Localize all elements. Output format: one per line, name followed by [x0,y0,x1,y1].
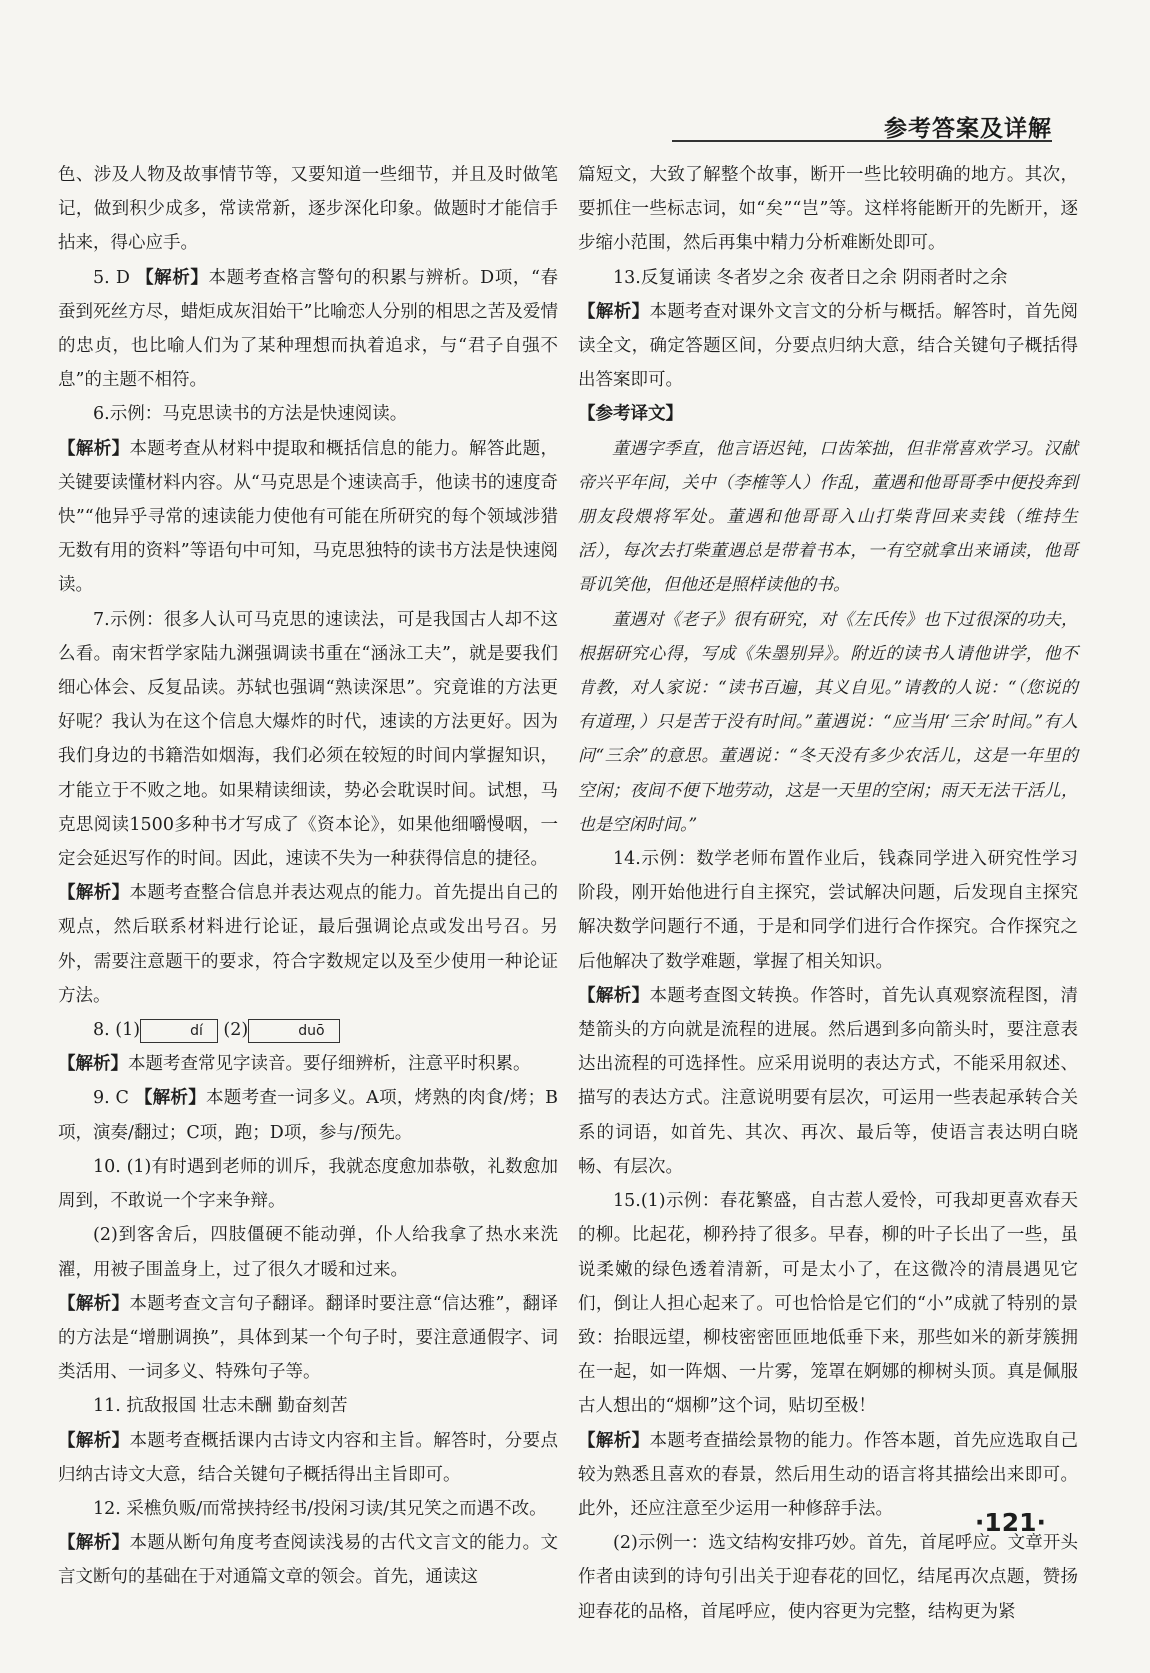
page-number: ·121· [974,1508,1046,1537]
q5-head: 5. D [93,267,137,288]
q8-expl: 本题考查常见字读音。要仔细辨析，注意平时积累。 [128,1054,531,1075]
q9-text: 本题考查一词多义。A项，烤熟的肉食/烤；B项，演奏/翻过；C项，跑；D项，参与/预先。 [58,1088,558,1143]
q13-answer: 13.反复诵读 冬者岁之余 夜者日之余 阴雨者时之余 [613,267,1008,288]
q14-answer: 14.示例：数学老师布置作业后，钱森同学进入研究性学习阶段，刚开始他进行自主探究，尝试解决问题，后发现自主探究解决数学问题行不通，于是和同学们进行合作探究。合作探究之后他解决了数学难题，掌握了相关知识。 [578,849,1078,972]
q7-answer: 7.示例：很多人认可马克思的速读法，可是我国古人却不这么看。南宋哲学家陆九渊强调读书重在“涵泳工夫”，就是要我们细心体会、反复品读。苏轼也强调“熟读深思”。究竟谁的方法更好呢？我认为在这个信息大爆炸的时代，速读的方法更好。因为我们身边的书籍浩如烟海，我们必须在较短的时间内掌握知识，才能立于不败之地。如果精读细读，势必会耽误时间。试想，马克思阅读1500多种书才写成了《资本论》，如果他细嚼慢咽，一定会延迟写作的时间。因此，速读不失为一种获得信息的捷径。 [58,609,558,870]
q11-tag: 【解析】 [58,1430,130,1451]
q9-head: 9. C [93,1088,135,1109]
q7-tag: 【解析】 [58,883,130,904]
translation-paragraph-1: 董遇字季直，他言语迟钝，口齿笨拙，但非常喜欢学习。汉献帝兴平年间，关中（李榷等人）作乱，董遇和他哥哥季中便投奔到朋友段煨将军处。董遇和他哥哥入山打柴背回来卖钱（维持生活），每次去打柴董遇总是带着书本，一有空就拿出来诵读，他哥哥讥笑他，但他还是照样读他的书。 [578,438,1078,596]
reference-translation-title: 【参考译文】 [578,404,683,425]
q8-label-1: 8. (1) [93,1020,141,1041]
q14-expl: 本题考查图文转换。作答时，首先认真观察流程图，清楚箭头的方向就是流程的进展。然后遇到多向箭头时，要注意表达出流程的可选择性。应采用说明的表达方式，不能采用叙述、描写的表达方式。注意说明要有层次，可运用一些表起承转合关系的词语，如首先、其次、再次、最后等，使语言表达明白晓畅、有层次。 [578,985,1079,1177]
q11-explanation [58,1424,558,1492]
q13-explanation [578,295,1078,398]
q14-explanation [578,979,1078,1184]
q8-explanation [58,1047,558,1081]
q9-answer [58,1081,558,1149]
q6-expl: 本题考查从材料中提取和概括信息的能力。解答此题，关键要读懂材料内容。从“马克思是个速读高手，他读书的速度奇快”“他异乎寻常的速读能力使他有可能在所研究的每个领域涉猎无数有用的资料”等语句中可知，马克思独特的读书方法是快速阅读。 [58,438,559,596]
header-rule [672,140,1052,142]
q5-answer [58,261,558,398]
left-column [58,158,558,1595]
q6-answer: 6.示例：马克思读书的方法是快速阅读。 [93,404,408,425]
q9-tag: 【解析】 [134,1088,206,1109]
right-column [578,158,1078,1629]
q7-expl: 本题考查整合信息并表达观点的能力。首先提出自己的观点，然后联系材料进行论证，最后强调论点或发出号召。另外，需要注意题干的要求，符合字数规定以及至少使用一种论证方法。 [58,883,559,1006]
q5-text: 本题考查格言警句的积累与辨析。D项，“春蚕到死丝方尽，蜡炬成灰泪始干”比喻恋人分别的相思之苦及爱情的忠贞，也比喻人们为了某种理想而执着追求，与“君子自强不息”的主题不相符。 [58,267,559,391]
q8-answer [58,1013,558,1047]
q10-expl: 本题考查文言句子翻译。翻译时要注意“信达雅”，翻译的方法是“增删调换”，具体到某一个句子时，要注意通假字、词类活用、一词多义、特殊句子等。 [58,1293,558,1383]
q7-explanation [58,876,558,1013]
q12-tag: 【解析】 [58,1533,130,1554]
q5-tag: 【解析】 [136,267,209,288]
q15-answer-2: (2)示例一：选文结构安排巧妙。首先，首尾呼应。文章开头作者由读到的诗句引出关于迎春花的回忆，结尾再次点题，赞扬迎春花的品格，首尾呼应，使内容更为完整，结构更为紧 [578,1533,1078,1622]
translation-paragraph-2: 董遇对《老子》很有研究，对《左氏传》也下过很深的功夫，根据研究心得，写成《朱墨别异》。附近的读书人请他讲学，他不肯教，对人家说：“读书百遍，其义自见。”请教的人说：“（您说的有道理，）只是苦于没有时间。”董遇说：“应当用‘三余’时间。”有人问“三余”的意思。董遇说：“冬天没有多少农活儿，这是一年里的空闲；夜间不便下地劳动，这是一天里的空闲；雨天无法干活儿，也是空闲时间。” [578,609,1078,835]
q11-answer: 11. 抗敌报国 壮志未酬 勤奋刻苦 [93,1396,348,1417]
q10-tag: 【解析】 [58,1293,130,1314]
q6-explanation [58,432,558,603]
q12-answer: 12. 采樵负贩/而常挟持经书/投闲习读/其兄笑之而遇不改。 [93,1498,547,1519]
q12-explanation [58,1526,558,1594]
q13-expl: 本题考查对课外文言文的分析与概括。解答时，首先阅读全文，确定答题区间，分要点归纳大意，结合关键句子概括得出答案即可。 [578,301,1079,391]
q10-explanation [58,1287,558,1390]
q10-answer-1: 10. (1)有时遇到老师的训斥，我就态度愈加恭敬，礼数愈加周到，不敢说一个字来争辩。 [58,1156,558,1212]
q12-expl: 本题从断句角度考查阅读浅易的古代文言文的能力。文言文断句的基础在于对通篇文章的领会。首先，通读这 [58,1533,559,1588]
left-paragraph-1: 色、涉及人物及故事情节等，又要知道一些细节，并且及时做笔记，做到积少成多，常读常新，逐步深化印象。做题时才能信手拈来，得心应手。 [58,165,558,254]
q15-answer-1: 15.(1)示例：春花繁盛，自古惹人爱怜，可我却更喜欢春天的柳。比起花，柳矜持了很多。早春，柳的叶子长出了一些，虽说柔嫩的绿色透着清新，可是太小了，在这微冷的清晨遇见它们，倒让人担心起来了。可也恰恰是它们的“小”成就了特别的景致：抬眼远望，柳枝密密匝匝地低垂下来，那些如米的新芽簇拥在一起，如一阵烟、一片雾，笼罩在婀娜的柳树头顶。真是佩服古人想出的“烟柳”这个词，贴切至极！ [578,1191,1078,1417]
q8-pinyin-2: duō [248,1019,339,1043]
q15-expl: 本题考查描绘景物的能力。作答本题，首先应选取自己较为熟悉且喜欢的春景，然后用生动的语言将其描绘出来即可。此外，还应注意至少运用一种修辞手法。 [578,1430,1079,1519]
q15-tag: 【解析】 [578,1430,650,1451]
q8-pinyin-1: dí [140,1019,218,1043]
right-paragraph-1: 篇短文，大致了解整个故事，断开一些比较明确的地方。其次，要抓住一些标志词，如“矣”“岂”等。这样将能断开的先断开，逐步缩小范围，然后再集中精力分析难断处即可。 [578,165,1078,254]
q14-tag: 【解析】 [578,985,650,1006]
header-title: 参考答案及详解 [884,116,1052,142]
q11-expl: 本题考查概括课内古诗文内容和主旨。解答时，分要点归纳古诗文大意，结合关键句子概括得出主旨即可。 [58,1430,559,1485]
q8-tag: 【解析】 [58,1054,128,1075]
q6-tag: 【解析】 [58,438,130,459]
q13-tag: 【解析】 [578,301,650,322]
q8-label-2: (2) [223,1020,249,1041]
q10-answer-2: (2)到客舍后，四肢僵硬不能动弹，仆人给我拿了热水来洗濯，用被子围盖身上，过了很久才暖和过来。 [58,1225,558,1280]
